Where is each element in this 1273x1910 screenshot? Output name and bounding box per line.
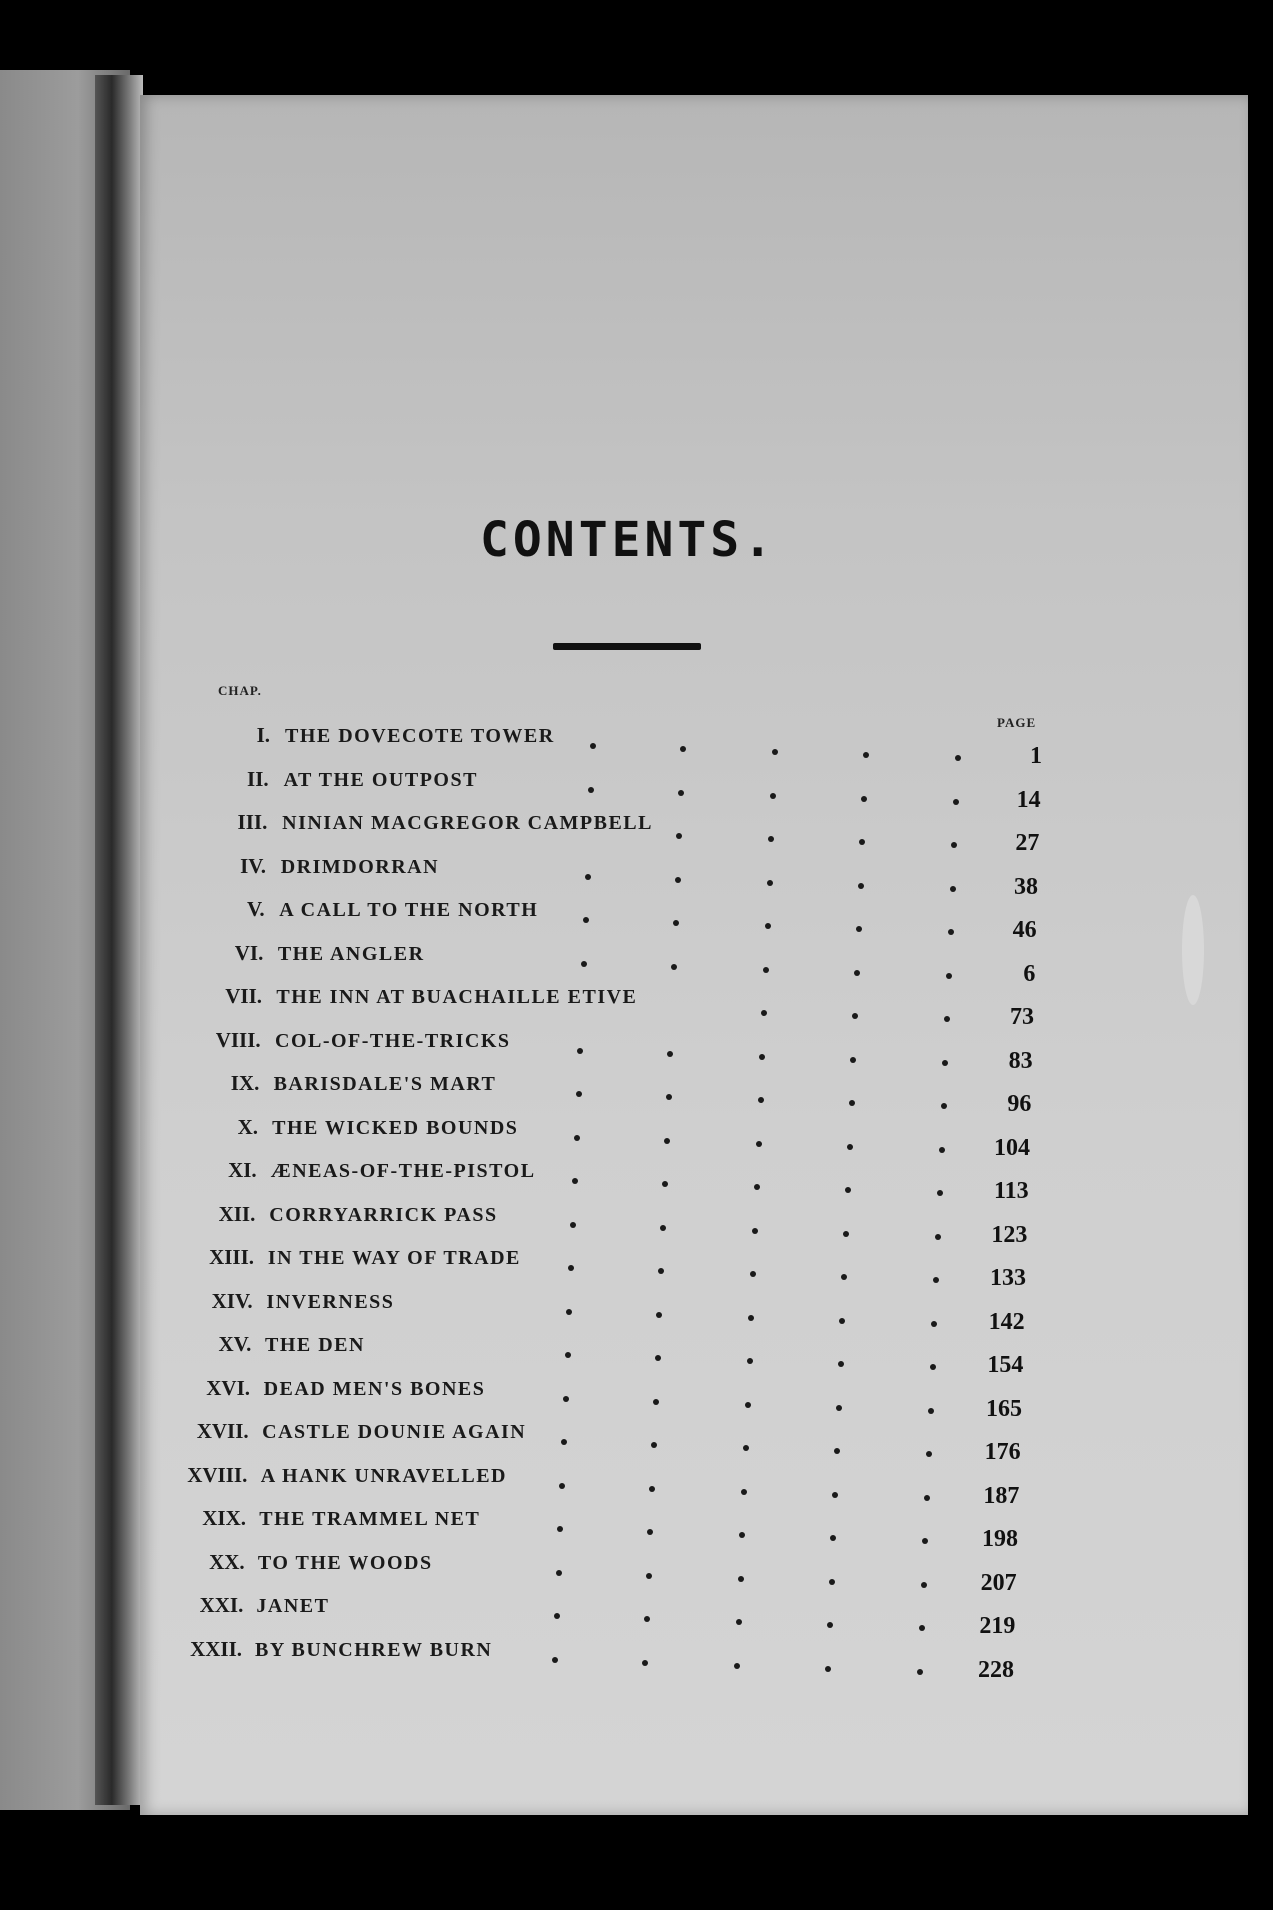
toc-entry	[0, 723, 1273, 769]
chapter-column-header: CHAP.	[218, 683, 262, 698]
chapter-number: XII.	[218, 1201, 256, 1226]
chapter-title: TO THE WOODS	[257, 1551, 433, 1574]
page-number: 142	[988, 1308, 1025, 1335]
title-rule	[553, 643, 701, 650]
toc-entry	[0, 1201, 1273, 1248]
leader-dot	[955, 755, 961, 761]
leader-dot	[763, 967, 769, 973]
page-number: 228	[978, 1656, 1014, 1683]
leader-dot	[559, 1483, 565, 1489]
toc-entry	[0, 1071, 1273, 1117]
leader-dot	[834, 1448, 840, 1454]
chapter-title: DEAD MEN'S BONES	[263, 1377, 486, 1400]
chapter-title: THE WICKED BOUNDS	[272, 1116, 519, 1139]
leader-dot	[756, 1141, 762, 1147]
toc-entry	[0, 1158, 1273, 1204]
leader-dot	[931, 1321, 937, 1327]
chapter-number: V.	[246, 897, 265, 921]
chapter-title: IN THE WAY OF TRADE	[267, 1247, 521, 1269]
leader-dot	[660, 1225, 666, 1231]
leader-dot	[917, 1669, 923, 1675]
leader-dot	[568, 1265, 574, 1271]
leader-dot	[750, 1271, 756, 1277]
leader-dot	[577, 1048, 583, 1054]
page-number: 104	[994, 1134, 1030, 1161]
leader-dot	[937, 1190, 943, 1196]
leader-dot	[772, 749, 778, 755]
chapter-title: THE INN AT BUACHAILLE ETIVE	[276, 986, 638, 1008]
toc-entry	[0, 1636, 1273, 1683]
leader-dot	[678, 790, 684, 796]
toc-entry	[0, 1245, 1273, 1291]
leader-dot	[942, 1060, 948, 1066]
page-number: 165	[986, 1395, 1022, 1422]
leader-dot	[830, 1535, 836, 1541]
toc-entry	[0, 1027, 1273, 1074]
page-number: 46	[1012, 917, 1037, 943]
leader-dot	[928, 1408, 934, 1414]
leader-dot	[941, 1103, 947, 1109]
chapter-number: VIII.	[215, 1027, 261, 1052]
chapter-title: ÆNEAS-OF-THE-PISTOL	[270, 1160, 536, 1182]
page-number: 96	[1007, 1091, 1032, 1117]
chapter-number: I.	[256, 723, 270, 747]
toc-entry	[0, 766, 1273, 813]
leader-dot	[557, 1526, 563, 1532]
leader-dot	[743, 1445, 749, 1451]
chapter-number: XV.	[218, 1332, 252, 1356]
page-number: 38	[1014, 873, 1038, 900]
leader-dot	[655, 1355, 661, 1361]
page-number: 133	[990, 1265, 1026, 1291]
chapter-number: III.	[237, 810, 268, 834]
leader-dot	[653, 1399, 659, 1405]
leader-dot	[574, 1135, 580, 1141]
leader-dot	[662, 1181, 668, 1187]
leader-dot	[666, 1094, 672, 1100]
leader-dot	[581, 961, 587, 967]
leader-dot	[841, 1274, 847, 1280]
toc-entry	[0, 1506, 1273, 1552]
leader-dot	[572, 1178, 578, 1184]
toc-entry	[0, 1462, 1273, 1509]
page-number: 187	[983, 1482, 1020, 1509]
toc-entry	[0, 810, 1273, 856]
toc-entry	[0, 1332, 1273, 1378]
chapter-number: VII.	[225, 984, 262, 1008]
leader-dot	[738, 1576, 744, 1582]
leader-dot	[734, 1663, 740, 1669]
leader-dot	[675, 877, 681, 883]
page-number: 198	[982, 1526, 1018, 1552]
leader-dot	[839, 1318, 845, 1324]
leader-dot	[656, 1312, 662, 1318]
chapter-title: NINIAN MACGREGOR CAMPBELL	[282, 812, 653, 834]
chapter-title: AT THE OUTPOST	[283, 768, 478, 791]
leader-dot	[676, 833, 682, 839]
leader-dot	[644, 1616, 650, 1622]
leader-dot	[770, 793, 776, 799]
page-column-header: PAGE	[997, 715, 1037, 730]
leader-dot	[671, 964, 677, 970]
leader-dot	[590, 743, 596, 749]
leader-dot	[919, 1625, 925, 1631]
leader-dot	[680, 746, 686, 752]
toc-entry	[0, 1288, 1273, 1335]
chapter-number: II.	[247, 766, 269, 791]
chapter-title: A CALL TO THE NORTH	[279, 899, 539, 921]
leader-dot	[922, 1538, 928, 1544]
leader-dot	[673, 920, 679, 926]
page-number: 113	[993, 1178, 1029, 1204]
leader-dot	[758, 1097, 764, 1103]
leader-dot	[845, 1187, 851, 1193]
leader-dot	[748, 1315, 754, 1321]
chapter-number: XVII.	[196, 1419, 249, 1443]
chapter-number: XVIII.	[187, 1462, 248, 1487]
leader-dot	[561, 1439, 567, 1445]
chapter-number: VI.	[234, 940, 264, 965]
page-number: 6	[1023, 960, 1036, 987]
leader-dot	[859, 839, 865, 845]
leader-dot	[829, 1579, 835, 1585]
leader-dot	[664, 1138, 670, 1144]
chapter-title: BY BUNCHREW BURN	[255, 1638, 493, 1661]
chapter-title: INVERNESS	[266, 1290, 395, 1313]
leader-dot	[576, 1091, 582, 1097]
chapter-number: XXII.	[190, 1636, 242, 1661]
leader-dot	[563, 1396, 569, 1402]
chapter-title: THE DEN	[265, 1334, 365, 1356]
leader-dot	[759, 1054, 765, 1060]
leader-dot	[565, 1352, 571, 1358]
chapter-title: THE DOVECOTE TOWER	[285, 725, 555, 747]
leader-dot	[852, 1013, 858, 1019]
leader-dot	[948, 929, 954, 935]
chapter-number: XIV.	[211, 1288, 253, 1313]
leader-dot	[651, 1442, 657, 1448]
leader-dot	[856, 926, 862, 932]
page-number: 27	[1015, 830, 1040, 856]
leader-dot	[849, 1100, 855, 1106]
leader-dot	[739, 1532, 745, 1538]
leader-dot	[843, 1231, 849, 1237]
leader-dot	[863, 752, 869, 758]
toc-entry	[0, 984, 1273, 1030]
chapter-title: THE ANGLER	[277, 942, 425, 965]
chapter-number: XIX.	[202, 1506, 246, 1530]
chapter-title: CORRYARRICK PASS	[269, 1203, 498, 1226]
chapter-number: IX.	[230, 1071, 260, 1095]
toc-entry	[0, 1549, 1273, 1596]
leader-dot	[946, 973, 952, 979]
leader-dot	[658, 1268, 664, 1274]
leader-dot	[642, 1660, 648, 1666]
leader-dot	[854, 970, 860, 976]
page-number: 154	[987, 1352, 1024, 1378]
page-number: 83	[1008, 1047, 1033, 1074]
chapter-number: XI.	[228, 1158, 257, 1182]
leader-dot	[747, 1358, 753, 1364]
chapter-number: XX.	[209, 1549, 245, 1574]
chapter-title: THE TRAMMEL NET	[259, 1508, 481, 1530]
leader-dot	[951, 842, 957, 848]
leader-dot	[583, 917, 589, 923]
page-number: 1	[1030, 743, 1042, 769]
leader-dot	[554, 1613, 560, 1619]
toc-entry	[0, 1114, 1273, 1161]
page-number: 73	[1010, 1004, 1034, 1030]
chapter-number: X.	[237, 1114, 258, 1139]
leader-dot	[825, 1666, 831, 1672]
page-number: 219	[979, 1613, 1016, 1639]
leader-dot	[646, 1573, 652, 1579]
leader-dot	[950, 886, 956, 892]
leader-dot	[921, 1582, 927, 1588]
leader-dot	[838, 1361, 844, 1367]
page-number: 123	[991, 1221, 1028, 1248]
leader-dot	[752, 1228, 758, 1234]
toc-entry	[0, 940, 1273, 987]
chapter-title: A HANK UNRAVELLED	[260, 1464, 507, 1487]
leader-dot	[953, 799, 959, 805]
leader-dot	[552, 1657, 558, 1663]
leader-dot	[585, 874, 591, 880]
leader-dot	[827, 1622, 833, 1628]
leader-dot	[767, 880, 773, 886]
leader-dot	[836, 1405, 842, 1411]
chapter-title: DRIMDORRAN	[280, 855, 440, 878]
leader-dot	[861, 796, 867, 802]
leader-dot	[926, 1451, 932, 1457]
leader-dot	[935, 1234, 941, 1240]
leader-dot	[761, 1010, 767, 1016]
chapter-number: XVI.	[206, 1375, 250, 1400]
leader-dot	[754, 1184, 760, 1190]
leader-dot	[832, 1492, 838, 1498]
leader-dot	[741, 1489, 747, 1495]
leader-dot	[647, 1529, 653, 1535]
leader-dot	[745, 1402, 751, 1408]
leader-dot	[924, 1495, 930, 1501]
toc-entry	[0, 897, 1273, 943]
chapter-title: CASTLE DOUNIE AGAIN	[262, 1421, 527, 1443]
chapter-number: XXI.	[199, 1593, 244, 1617]
chapter-number: IV.	[240, 853, 266, 878]
leader-dot	[768, 836, 774, 842]
toc-entry	[0, 1375, 1273, 1422]
page-number: 207	[980, 1569, 1017, 1596]
toc-entry	[0, 1419, 1273, 1465]
chapter-number: XIII.	[209, 1245, 254, 1269]
leader-dot	[736, 1619, 742, 1625]
page-number: 14	[1016, 786, 1041, 813]
leader-dot	[570, 1222, 576, 1228]
leader-dot	[850, 1057, 856, 1063]
leader-dot	[765, 923, 771, 929]
leader-dot	[556, 1570, 562, 1576]
leader-dot	[933, 1277, 939, 1283]
toc-entry	[0, 853, 1273, 900]
page-number: 176	[984, 1439, 1021, 1465]
chapter-title: COL-OF-THE-TRICKS	[275, 1029, 511, 1052]
leader-dot	[649, 1486, 655, 1492]
leader-dot	[930, 1364, 936, 1370]
leader-dot	[858, 883, 864, 889]
leader-dot	[667, 1051, 673, 1057]
page-title: CONTENTS.	[480, 512, 777, 568]
leader-dot	[944, 1016, 950, 1022]
toc-entry	[0, 1593, 1273, 1639]
leader-dot	[939, 1147, 945, 1153]
leader-dot	[588, 787, 594, 793]
chapter-title: BARISDALE'S MART	[273, 1073, 497, 1095]
leader-dot	[847, 1144, 853, 1150]
chapter-title: JANET	[256, 1595, 330, 1617]
leader-dot	[566, 1309, 572, 1315]
